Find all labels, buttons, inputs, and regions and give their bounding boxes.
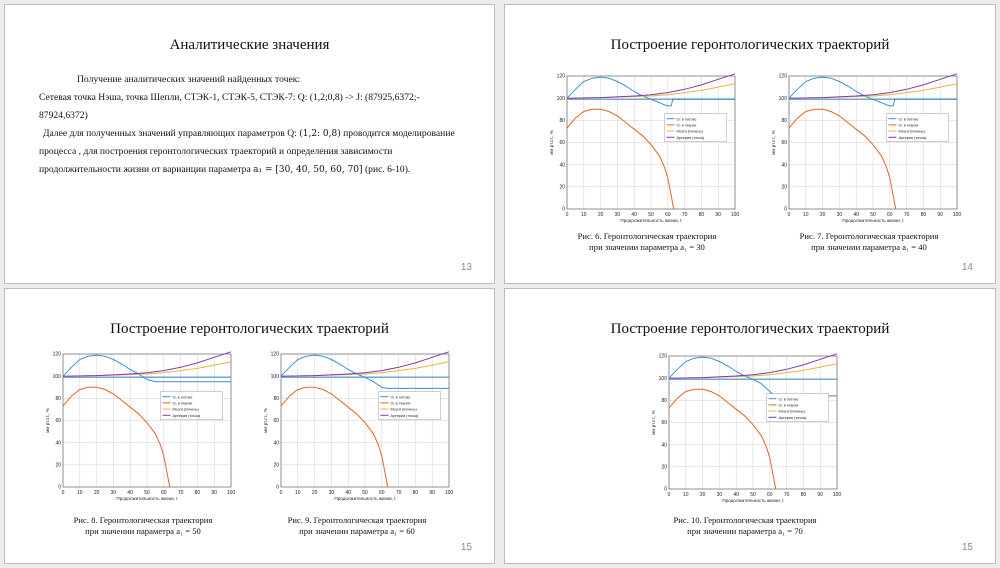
legend-label: Мозги (печень) (172, 407, 199, 412)
y-tick-label: 100 (658, 375, 667, 382)
y-tick-label: 120 (270, 351, 279, 358)
slide-14[interactable] (504, 4, 996, 284)
legend-label: Артерия (точка) (172, 413, 201, 418)
series-line-orange (63, 387, 170, 487)
y-tick-label: 0 (664, 486, 667, 493)
x-tick-label: 10 (77, 490, 83, 496)
para-text-end: проводится моделирование (343, 128, 455, 139)
x-tick-label: 60 (887, 212, 893, 218)
x-tick-label: 50 (870, 212, 876, 218)
y-tick-label: 120 (556, 73, 565, 80)
legend-label: Oₓ в потоке (172, 395, 193, 400)
x-tick-label: 20 (819, 212, 826, 218)
x-tick-label: 30 (614, 212, 621, 218)
y-tick-label: 40 (559, 162, 565, 169)
y-tick-label: 0 (276, 484, 279, 491)
legend-label: Oₓ в потоке (898, 117, 919, 122)
x-tick-label: 0 (667, 492, 671, 498)
legend-label: Oₓ в тканях (778, 403, 799, 408)
x-tick-label: 20 (311, 490, 318, 496)
series-line-orange (567, 109, 674, 209)
x-tick-label: 0 (279, 490, 283, 496)
caption-line: при значении параметра a₁ = 50 (85, 526, 201, 536)
y-tick-label: 100 (52, 373, 61, 380)
x-tick-label: 80 (920, 212, 927, 218)
x-tick-label: 100 (952, 212, 962, 218)
x-tick-label: 50 (362, 490, 368, 496)
para3-text: продолжительности жизни от варианции параметра (39, 164, 251, 175)
x-tick-label: 70 (395, 490, 402, 496)
slide-13[interactable] (4, 4, 495, 284)
x-tick-label: 10 (295, 490, 301, 496)
caption-line: Рис. 8. Геронтологическая траектория (73, 515, 213, 525)
x-tick-label: 30 (716, 492, 723, 498)
paragraph-line-3 (39, 161, 470, 179)
x-tick-label: 40 (631, 212, 637, 218)
x-tick-label: 90 (817, 492, 823, 498)
chart-fig7 (769, 71, 965, 223)
legend-label: Oₓ в потоке (778, 397, 799, 402)
paragraph-line-2: процесса , для построения геронтологических траекторий и определения зависимости (39, 146, 393, 157)
x-axis-label: Продолжительность жизни, t (722, 498, 784, 503)
slide-title: Построение геронтологических траекторий (110, 321, 389, 337)
legend-label: Oₓ в тканях (172, 401, 193, 406)
legend-label: Артерия (точка) (676, 135, 705, 140)
x-tick-label: 0 (61, 490, 65, 496)
series-line-orange (669, 389, 776, 489)
x-axis-label: Продолжительность жизни, t (116, 496, 178, 501)
caption-fig7 (789, 231, 949, 253)
y-tick-label: 80 (273, 396, 279, 403)
x-tick-label: 60 (767, 492, 773, 498)
x-tick-label: 30 (836, 212, 843, 218)
y-tick-label: 0 (58, 484, 61, 491)
x-tick-label: 40 (733, 492, 739, 498)
x-axis-label: Продолжительность жизни, t (334, 496, 396, 501)
y-tick-label: 20 (661, 464, 667, 471)
caption-line: при значении параметра a₁ = 60 (299, 526, 415, 536)
x-tick-label: 90 (937, 212, 943, 218)
x-tick-label: 0 (565, 212, 569, 218)
y-tick-label: 40 (781, 162, 787, 169)
legend-label: Мозги (печень) (390, 407, 417, 412)
y-tick-label: 80 (661, 398, 667, 405)
y-tick-label: 100 (270, 373, 279, 380)
legend-label: Артерия (точка) (898, 135, 927, 140)
y-tick-label: 120 (52, 351, 61, 358)
slide-title: Построение геронтологических траекторий (610, 37, 890, 53)
x-tick-label: 10 (683, 492, 689, 498)
y-tick-label: 20 (273, 462, 279, 469)
x-tick-label: 100 (226, 490, 236, 496)
x-tick-label: 100 (444, 490, 454, 496)
y-tick-label: 20 (559, 184, 565, 191)
slide-title: Построение геронтологических траекторий (610, 321, 890, 337)
series-line-orange (789, 109, 896, 209)
y-tick-label: 80 (559, 118, 565, 125)
caption-line: Рис. 7. Геронтологическая траектория (799, 231, 939, 241)
slide-body (39, 71, 470, 179)
y-tick-label: 60 (781, 140, 787, 147)
legend-label: Oₓ в тканях (676, 123, 697, 128)
caption-fig9 (277, 515, 437, 537)
y-tick-label: 80 (781, 118, 787, 125)
x-tick-label: 90 (211, 490, 217, 496)
x-tick-label: 30 (110, 490, 117, 496)
y-tick-label: 40 (55, 440, 61, 447)
para3-math: a₁ = [30, 40, 50, 60, 70] (253, 165, 363, 175)
x-tick-label: 10 (803, 212, 809, 218)
para-math: (1,2: 0,8) (299, 129, 341, 139)
y-tick-label: 60 (273, 418, 279, 425)
y-axis-label: мм рт.ст., % (651, 410, 656, 435)
x-axis-label: Продолжительность жизни, t (620, 218, 682, 223)
y-tick-label: 60 (55, 418, 61, 425)
y-tick-label: 40 (273, 440, 279, 447)
chart-fig10 (649, 351, 845, 503)
legend-label: Oₓ в потоке (390, 395, 411, 400)
x-tick-label: 60 (379, 490, 385, 496)
x-tick-label: 80 (194, 490, 201, 496)
legend-label: Oₓ в потоке (676, 117, 697, 122)
paragraph-line (39, 125, 470, 143)
legend-label: Oₓ в тканях (390, 401, 411, 406)
caption-fig10 (655, 515, 835, 537)
y-tick-label: 100 (778, 95, 787, 102)
x-tick-label: 80 (698, 212, 705, 218)
x-tick-label: 60 (665, 212, 671, 218)
x-tick-label: 70 (783, 492, 790, 498)
caption-line: Рис. 9. Геронтологическая траектория (287, 515, 427, 525)
y-axis-label: мм рт.ст., % (549, 130, 554, 155)
x-tick-label: 70 (903, 212, 910, 218)
y-tick-label: 20 (55, 462, 61, 469)
x-tick-label: 50 (144, 490, 150, 496)
caption-line: Рис. 10. Геронтологическая траектория (673, 515, 817, 525)
caption-line: при значении параметра a₁ = 70 (687, 526, 803, 536)
x-tick-label: 80 (800, 492, 807, 498)
y-tick-label: 0 (562, 206, 565, 213)
y-tick-label: 40 (661, 442, 667, 449)
chart-fig9 (261, 349, 457, 501)
page-number: 14 (961, 262, 973, 273)
x-tick-label: 50 (648, 212, 654, 218)
y-axis-label: мм рт.ст., % (263, 408, 268, 433)
x-tick-label: 20 (93, 490, 100, 496)
points-line: Сетевая точка Нэша, точка Шепли, СТЭК-1, СТЭК-5, СТЭК-7: Q: (1,2;0,8) -> J: (87925,6372;- (39, 92, 420, 103)
page-number: 15 (460, 542, 472, 553)
y-tick-label: 80 (55, 396, 61, 403)
para-text: Далее для полученных значений управляющих параметров Q: (43, 128, 297, 139)
x-tick-label: 40 (345, 490, 351, 496)
series-line-orange (281, 387, 388, 487)
x-tick-label: 50 (750, 492, 756, 498)
y-tick-label: 100 (556, 95, 565, 102)
x-tick-label: 0 (787, 212, 791, 218)
y-tick-label: 120 (658, 353, 667, 360)
heading-text: Получение аналитических значений найденных точек: (77, 74, 301, 85)
caption-line: при значении параметра a₁ = 40 (811, 242, 927, 252)
x-tick-label: 90 (429, 490, 435, 496)
x-axis-label: Продолжительность жизни, t (842, 218, 904, 223)
x-tick-label: 10 (581, 212, 587, 218)
y-axis-label: мм рт.ст., % (771, 130, 776, 155)
x-tick-label: 80 (412, 490, 419, 496)
chart-fig6 (547, 71, 743, 223)
points-line-cont: 87924,6372) (39, 110, 88, 121)
x-tick-label: 70 (177, 490, 184, 496)
x-tick-label: 20 (699, 492, 706, 498)
x-tick-label: 20 (597, 212, 604, 218)
caption-line: при значении параметра a₁ = 30 (589, 242, 705, 252)
x-tick-label: 40 (853, 212, 859, 218)
legend-label: Мозги (печень) (676, 129, 703, 134)
x-tick-label: 70 (681, 212, 688, 218)
slide-15b[interactable] (504, 288, 996, 564)
y-tick-label: 60 (559, 140, 565, 147)
page-number: 13 (460, 262, 472, 273)
caption-fig6 (567, 231, 727, 253)
para3-end: (рис. 6-10). (364, 164, 411, 175)
slide-title: Аналитические значения (169, 37, 330, 53)
y-tick-label: 0 (784, 206, 787, 213)
legend-label: Oₓ в тканях (898, 123, 919, 128)
caption-fig8 (63, 515, 223, 537)
legend-label: Артерия (точка) (390, 413, 419, 418)
legend-label: Мозги (печень) (778, 409, 805, 414)
y-tick-label: 120 (778, 73, 787, 80)
x-tick-label: 40 (127, 490, 133, 496)
legend-label: Мозги (печень) (898, 129, 925, 134)
x-tick-label: 90 (715, 212, 721, 218)
x-tick-label: 30 (328, 490, 335, 496)
y-tick-label: 20 (781, 184, 787, 191)
chart-fig8 (43, 349, 239, 501)
slide-15a[interactable] (4, 288, 495, 564)
x-tick-label: 100 (832, 492, 842, 498)
legend-label: Артерия (точка) (778, 415, 807, 420)
x-tick-label: 100 (730, 212, 740, 218)
caption-line: Рис. 6. Геронтологическая траектория (577, 231, 717, 241)
x-tick-label: 60 (161, 490, 167, 496)
y-tick-label: 60 (661, 420, 667, 427)
y-axis-label: мм рт.ст., % (45, 408, 50, 433)
page-number: 15 (961, 542, 973, 553)
